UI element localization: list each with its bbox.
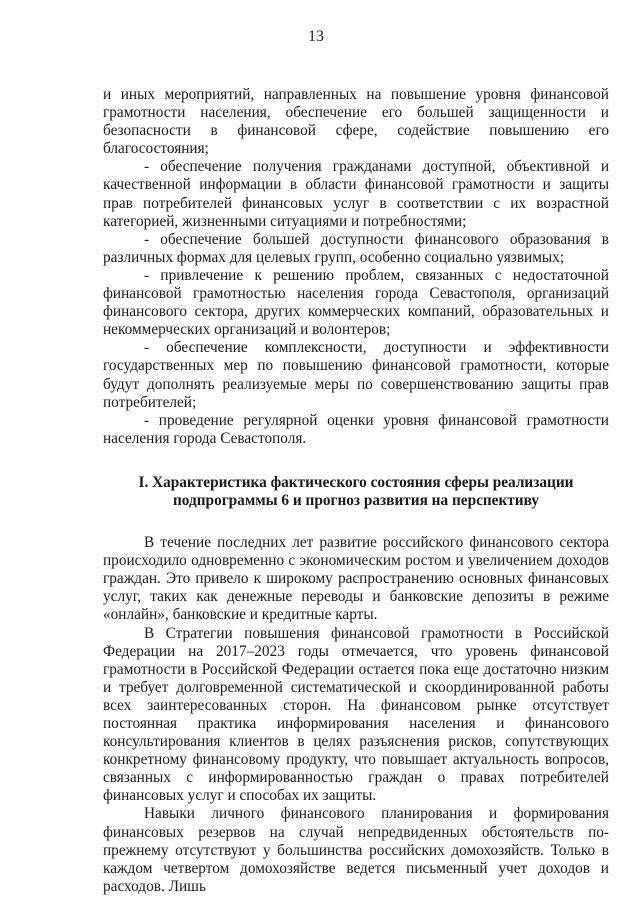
bullet-item: - обеспечение получения гражданами доступной, объективной и качественной информации в области финансовой грамотности и защиты прав потребителей финансовых услуг в соответствии с их возрастной категорией, жизненными ситуациями и потребностями; xyxy=(103,158,609,230)
section-heading xyxy=(103,474,609,510)
intro-paragraph: и иных мероприятий, направленных на повышение уровня финансовой грамотности населения, обеспечение его большей защищенности и безопасности в финансовой сфере, содействие повышению его благосостояния; xyxy=(103,86,609,158)
bullet-item: - привлечение к решению проблем, связанных с недостаточной финансовой грамотностью населения города Севастополя, организаций финансового сектора, других коммерческих компаний, образовательных и некоммерческих организаций и волонтеров; xyxy=(103,266,609,339)
bullet-item: - обеспечение комплексности, доступности и эффективности государственных мер по повышению финансовой грамотности, которые будут дополнять реализуемые меры по совершенствованию защиты прав потребителей; xyxy=(103,339,609,411)
section-heading-line-2: подпрограммы 6 и прогноз развития на перспективу xyxy=(172,491,540,509)
body-paragraph: Навыки личного финансового планирования и формирования финансовых резервов на случай непредвиденных обстоятельств по-прежнему отсутствуют у большинства российских домохозяйств. Только в каждом четвертом домохозяйстве ведется письменный учет доходов и расходов. Лишь xyxy=(103,805,609,895)
body-paragraph: В течение последних лет развитие российского финансового сектора происходило одновременно с экономическим ростом и увеличением доходов граждан. Это привело к широкому распространению основных финансовых услуг, таких как денежные переводы и банковские депозиты в режиме «онлайн», банковские и кредитные карты. xyxy=(103,534,609,624)
section-heading-line-1: I. Характеристика фактического состояния сферы реализации xyxy=(138,473,574,491)
page-number: 13 xyxy=(308,28,324,45)
bullet-item: - проведение регулярной оценки уровня финансовой грамотности населения города Севастополя. xyxy=(103,411,609,447)
bullet-item: - обеспечение большей доступности финансового образования в различных формах для целевых групп, особенно социально уязвимых; xyxy=(103,230,609,266)
page-content xyxy=(103,86,609,896)
body-paragraph: В Стратегии повышения финансовой грамотности в Российской Федерации на 2017–2023 годы отмечается, что уровень финансовой грамотности в Российской Федерации остается пока еще достаточно низким и требует долговременной систематической и скоординированной работы всех заинтересованных сторон. На финансовом рынке отсутствует постоянная практика информирования населения и финансового консультирования клиентов в целях разъяснения рисков, сопутствующих конкретному финансовому продукту, что повышает актуальность вопросов, связанных с информированностью граждан о правах потребителей финансовых услуг и способах их защиты. xyxy=(103,624,609,805)
